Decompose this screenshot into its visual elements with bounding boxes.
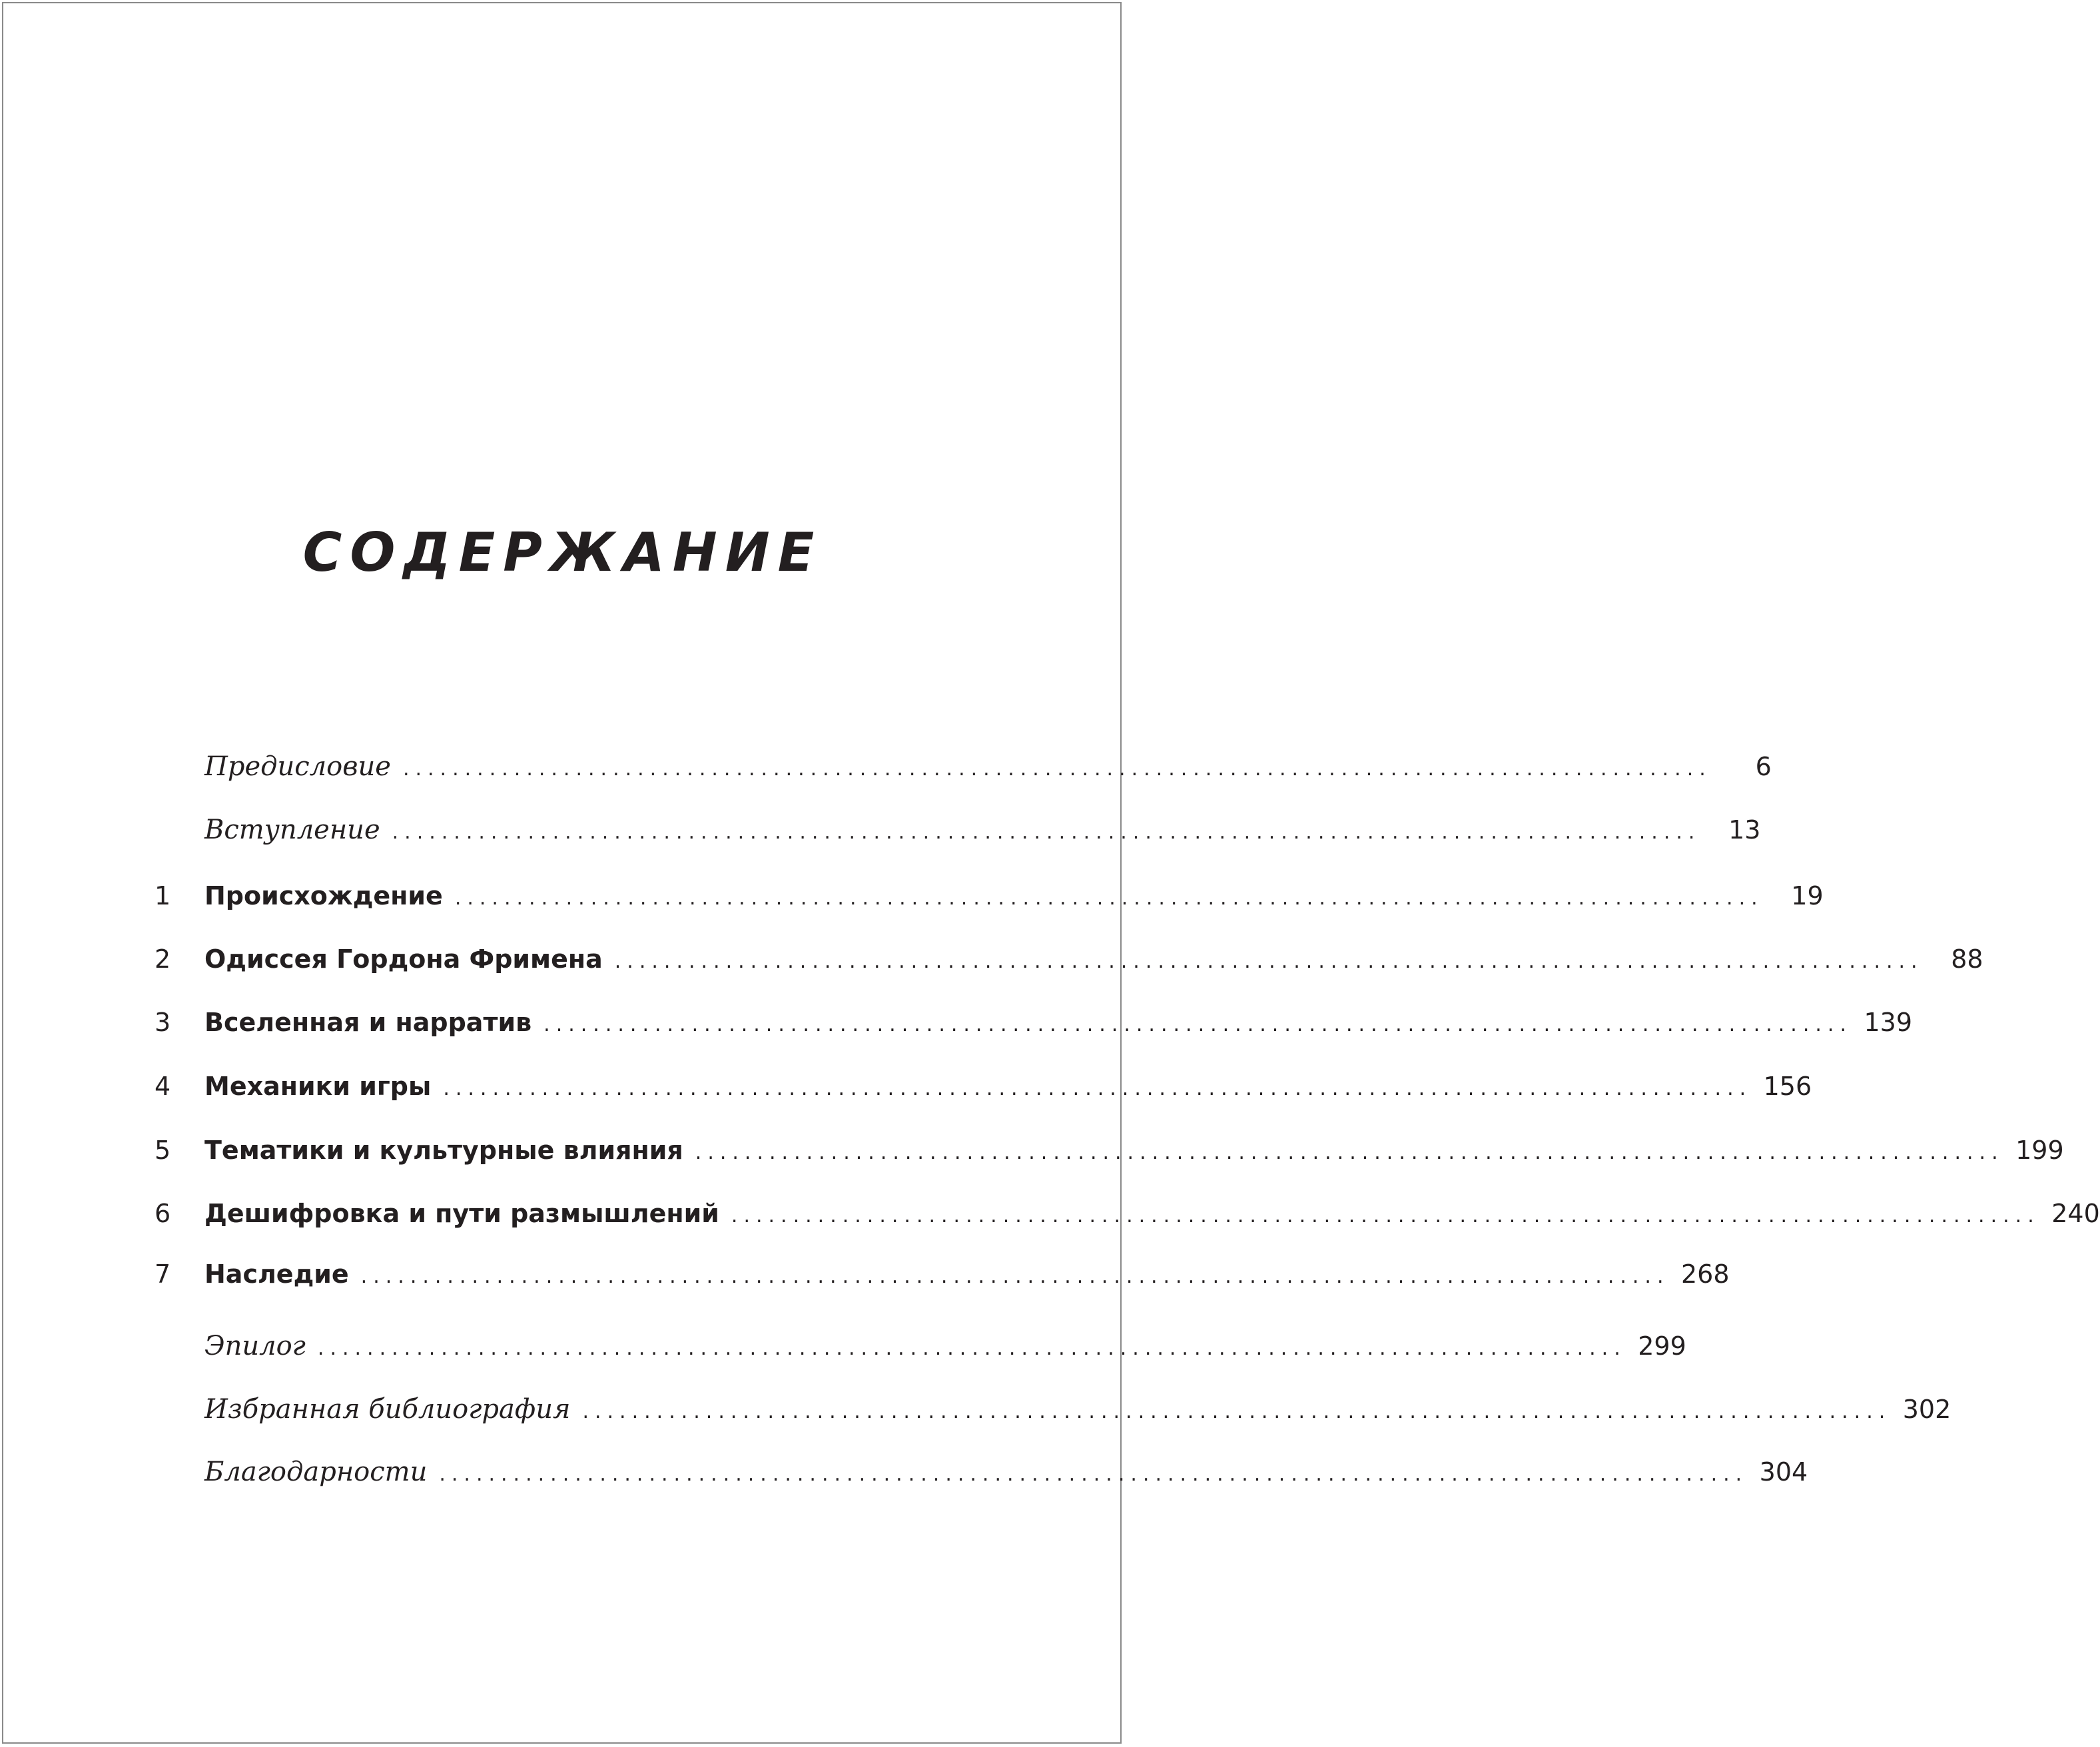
entry-title: Происхождение (204, 881, 443, 910)
page-title: СОДЕРЖАНИЕ (302, 522, 823, 583)
page-number: 299 (1638, 1331, 1686, 1361)
toc-entry-introduction[interactable] (0, 807, 1761, 853)
entry-title: Эпилог (204, 1331, 306, 1361)
dot-leader: .......................................................................................................... (695, 1141, 2004, 1164)
entry-title: Тематики и культурные влияния (204, 1136, 683, 1165)
toc-entry-chapter-2[interactable] (0, 936, 1983, 982)
page-number: 268 (1680, 1259, 1730, 1289)
chapter-number: 7 (155, 1259, 171, 1289)
dot-leader: .......................................................................................................... (454, 886, 1764, 910)
dot-leader: .......................................................................................................... (360, 1265, 1670, 1288)
dot-leader: .......................................................................................................... (443, 1077, 1752, 1100)
entry-title: Наследие (204, 1259, 349, 1289)
toc-entry-chapter-4[interactable] (0, 1063, 1812, 1110)
entry-title: Благодарности (204, 1457, 428, 1487)
toc-entry-chapter-5[interactable] (0, 1127, 2064, 1174)
dot-leader: .......................................................................................................... (402, 757, 1712, 781)
entry-title: Дешифровка и пути размышлений (204, 1199, 719, 1228)
toc-entry-epilogue[interactable] (0, 1323, 1686, 1369)
chapter-number: 6 (155, 1199, 171, 1228)
dot-leader: .......................................................................................................... (439, 1463, 1748, 1486)
chapter-number: 4 (155, 1072, 171, 1101)
page-number: 199 (2015, 1136, 2064, 1165)
page-number: 6 (1755, 752, 1772, 781)
entry-title: Механики игры (204, 1072, 432, 1101)
page-number: 88 (1951, 944, 1983, 974)
entry-title: Избранная библиография (204, 1394, 571, 1425)
dot-leader: .......................................................................................................... (317, 1337, 1626, 1360)
dot-leader: .......................................................................................................... (614, 950, 1924, 973)
entry-title: Вселенная и нарратив (204, 1008, 532, 1037)
toc-entry-chapter-1[interactable] (0, 873, 1824, 919)
chapter-number: 3 (155, 1008, 171, 1037)
toc-entry-chapter-6[interactable] (0, 1190, 2100, 1237)
dot-leader: .......................................................................................................... (392, 821, 1701, 844)
chapter-number: 1 (155, 881, 171, 910)
chapter-number: 2 (155, 944, 171, 974)
page-number: 304 (1759, 1457, 1808, 1487)
dot-leader: .......................................................................................................... (731, 1204, 2040, 1227)
page-number: 13 (1728, 815, 1761, 845)
page-number: 240 (2051, 1199, 2100, 1228)
toc-entry-preface[interactable] (0, 743, 1772, 790)
toc-entry-bibliography[interactable] (0, 1386, 1951, 1433)
page-number: 139 (1864, 1008, 1912, 1037)
entry-title: Предисловие (204, 751, 391, 782)
dot-leader: .......................................................................................................... (543, 1013, 1852, 1036)
toc-entry-acknowledgements[interactable] (0, 1449, 1808, 1495)
page-number: 302 (1902, 1395, 1951, 1424)
entry-title: Одиссея Гордона Фримена (204, 944, 603, 974)
entry-title: Вступление (204, 815, 380, 845)
page-number: 19 (1791, 881, 1824, 910)
dot-leader: .......................................................................................................... (582, 1400, 1892, 1423)
page-number: 156 (1763, 1072, 1812, 1101)
chapter-number: 5 (155, 1136, 171, 1165)
toc-entry-chapter-7[interactable] (0, 1251, 1730, 1297)
toc-entry-chapter-3[interactable] (0, 999, 1912, 1046)
